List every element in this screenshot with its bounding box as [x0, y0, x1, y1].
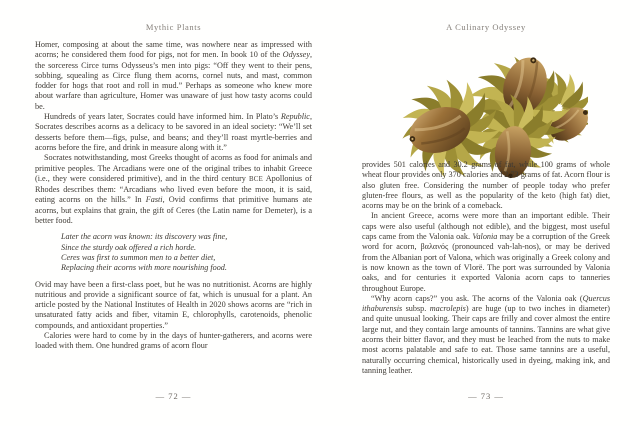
left-paragraphs	[35, 40, 312, 226]
text-segment: may be a corruption of the Greek word for acorn, βαλανός (pronounced vah-lah-nos), or may be derived from the Albanian port of Valona, which was originally a Greek colony and is now known as the town of Vlorë. The port was surrounded by Valonia oaks, and for centuries it exported Valonia acorn caps to tanneries throughout Europe.	[362, 232, 611, 293]
text-segment: ) are huge (up to two inches in diameter) and quite unusual looking. Their caps are frilly and cover almost the entire large nut, and they contain large amounts of tannins. Tannins are what give acorns their bitter flavor, and they must be leached from the nuts to make most acorns palatable and safe to eat. Those same tannins are a useful, naturally occurring chemical, historically used in dyeing, making ink, and tanning leather.	[362, 304, 611, 375]
poem-line: Replacing their acorns with more nourishing food.	[61, 263, 227, 273]
poem-line: Later the acorn was known: its discovery was fine,	[61, 232, 228, 242]
text-segment: Homer, composing at about the same time, was nowhere near as impressed with acorns; he considered them food for pigs, not for men. In book 10 of the	[35, 40, 312, 60]
text-segment: , Socrates describes acorns as a delicacy to be savored in an ideal society: “We’ll set desserts before them—figs, pulse, and beans; and they’ll roast myrtle-berries and acorns before the fire, and drink in measure along with it.”	[35, 112, 312, 152]
text-segment: Socrates notwithstanding, most Greeks thought of acorns as food for animals and primitive peoples. The Arcadians were one of the original tribes to inhabit Greece (i.e., they were considered primitive), and in the third century	[35, 153, 312, 183]
paragraph	[35, 331, 312, 352]
text-segment: , Ovid confirms that primitive humans ate acorns, but explains that grain, the gift of Ceres (the Latin name for Demeter), is a better food.	[35, 195, 312, 226]
text-segment: In ancient Greece, acorns were more than an important edible. Their caps were also useful (although not edible), and the biggest, most useful caps came from the Valonia oak.	[362, 211, 610, 242]
page-number-right: — 73 —	[468, 391, 504, 401]
text-segment: subsp.	[402, 304, 430, 314]
page-number-left: — 72 —	[155, 391, 192, 401]
ovid-poem-blockquote	[61, 232, 312, 273]
running-header-right: A Culinary Odyssey	[446, 22, 526, 32]
text-segment: Hundreds of years later, Socrates could have informed him. In Plato’s	[44, 112, 281, 122]
poem-line: Ceres was first to summon men to a better diet,	[61, 252, 216, 262]
text-segment: Calories were hard to come by in the days of hunter-gatherers, and acorns were loaded with them. One hundred grams of acorn flour	[35, 331, 312, 351]
text-segment: Quercus ithaburensis	[362, 293, 610, 314]
right-paragraphs	[362, 160, 610, 376]
text-segment: provides 501 calories and 30.2 grams of fat, while 100 grams of whole wheat flour provides only 370 calories and 2.73 grams of fat. Acorn flour is also gluten free. Considering the number of people today who prefer gluten-free flours, as well as the popularity of the keto (high fat) diet, acorns may be on the brink of a comeback.	[362, 160, 610, 211]
text-segment: macrolepis	[429, 304, 466, 314]
right-page-text-column	[362, 160, 610, 376]
text-segment: “Why acorn caps?” you ask. The acorns of the Valonia oak (	[371, 293, 583, 303]
running-header-left: Mythic Plants	[145, 22, 202, 32]
text-segment: Ovid may have been a first-class poet, but he was no nutritionist. Acorns are highly nutritious and provide a significant source of fat, which is unusual for a plant. An article posted by the National Institutes of Health in 2020 shows acorns are “rich in unsaturated fatty acids and fiber, vitamin E, chlorophylls, carotenoids, phenolic compounds, and antioxidant properties.”	[35, 279, 312, 330]
text-segment: Republic	[280, 112, 310, 122]
text-segment: BCE	[248, 175, 264, 183]
text-segment: Fasti	[145, 195, 163, 205]
paragraph	[35, 280, 312, 331]
text-segment: Odyssey	[282, 50, 310, 60]
left-page-text-column	[35, 40, 312, 352]
text-segment: Valonia	[472, 232, 498, 242]
left-paragraphs-after-poem	[35, 280, 312, 352]
paragraph	[35, 40, 312, 112]
text-segment: Apollonius of Rhodes describes them: “Arcadians who lived even before the moon, it is said, eating acorns on the hills.” In	[35, 173, 312, 205]
paragraph	[362, 294, 610, 376]
text-segment: , the sorceress Circe turns Odysseus’s men into pigs: “Off they went to their pens, sobbing, squealing as Circe flung them acorns, cornel nuts, and mast, common fodder for hogs that root and roll in mud.” Perhaps as someone who knew more about warfare than agriculture, Homer was unaware of just how tasty acorns could be.	[35, 50, 312, 111]
paragraph	[362, 211, 610, 293]
paragraph	[35, 112, 312, 153]
poem-line: Since the sturdy oak offered a rich horde.	[61, 242, 197, 252]
paragraph	[35, 153, 312, 226]
paragraph	[362, 160, 610, 211]
